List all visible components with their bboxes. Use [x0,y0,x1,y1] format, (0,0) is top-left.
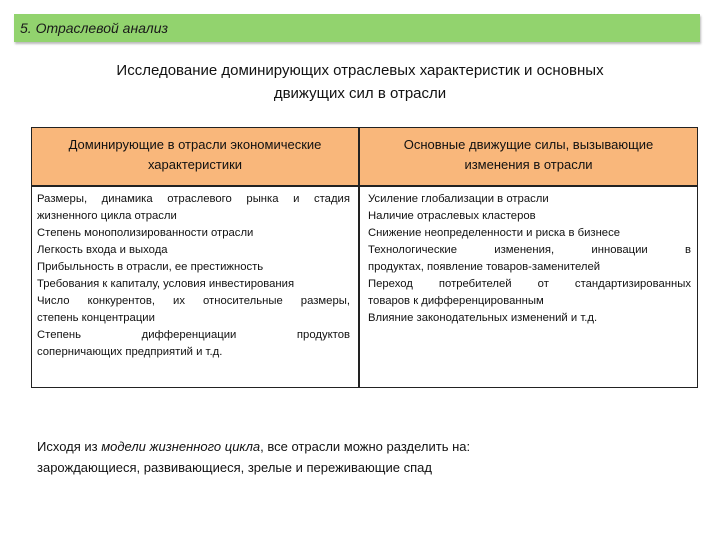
list-item: Размеры, динамика отраслевого рынка и стадия [37,193,350,205]
list-item: товаров к дифференцированным [368,295,544,307]
list-item: Снижение неопределенности и риска в бизнесе [368,227,621,239]
page-title-line-1: Исследование доминирующих отраслевых характеристик и основных [116,62,604,79]
list-item: продуктах, появление товаров-заменителей [368,261,601,273]
list-item: Легкость входа и выхода [37,244,168,256]
list-item: Наличие отраслевых кластеров [368,210,536,222]
header-left [32,135,358,175]
footer-line-2: зарождающиеся, развивающиеся, зрелые и переживающие спад [37,460,432,475]
list-item: Усиление глобализации в отрасли [368,193,549,205]
footer-line-1 [37,439,470,454]
list-item: Требования к капиталу, условия инвестирования [37,278,295,290]
footer-text: Исходя из [37,439,102,454]
list-item: Влияние законодательных изменений и т.д. [368,312,598,324]
section-header-bar [14,14,700,42]
list-item: степень концентрации [37,312,155,324]
page-title-line-2: движущих сил в отрасли [273,85,447,102]
header-right [360,135,697,175]
list-item: Степень дифференциации продуктов [37,329,350,341]
list-item: соперничающих предприятий и т.д. [37,346,223,358]
list-item: жизненного цикла отрасли [37,210,177,222]
right-column [368,191,691,327]
list-item: Переход потребителей от стандартизированных [368,278,691,290]
header-text: характеристики [147,157,243,172]
list-item: Прибыльность в отрасли, ее престижность [37,261,264,273]
footer-text: , все отрасли можно разделить на: [260,439,471,454]
list-item: Степень монополизированности отрасли [37,227,254,239]
header-text: изменения в отрасли [464,157,593,172]
analysis-table [31,127,698,388]
section-title: 5. Отраслевой анализ [20,20,168,36]
list-item: Технологические изменения, инновации в [368,244,691,256]
header-text: Основные движущие силы, вызывающие [403,137,654,152]
list-item: Число конкурентов, их относительные размеры, [37,295,350,307]
header-text: Доминирующие в отрасли экономические [68,137,322,152]
footer-emphasis: модели жизненного цикла [101,439,261,454]
left-column [37,191,350,361]
